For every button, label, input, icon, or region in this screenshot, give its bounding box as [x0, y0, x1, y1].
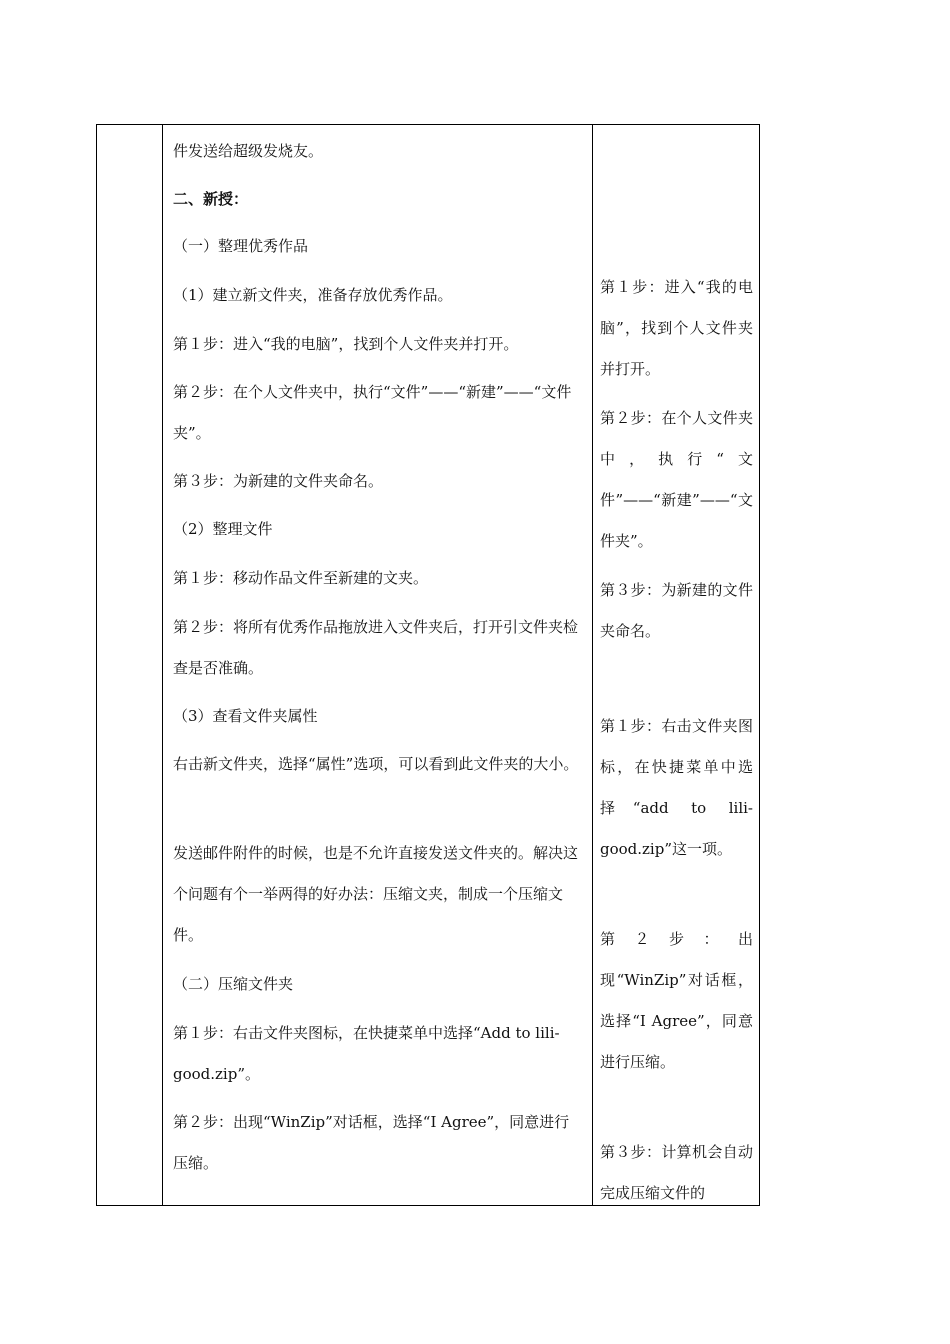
- paragraph: 件发送给超级发烧友。: [173, 142, 324, 160]
- step-paragraph: 第１步：进入“我的电脑”，找到个人文件夹并打开。: [173, 335, 519, 353]
- subsection-heading: （3）查看文件夹属性: [173, 707, 318, 725]
- paragraph: （1）建立新文件夹，准备存放优秀作品。: [173, 286, 453, 304]
- subsection-heading: （2）整理文件: [173, 520, 273, 538]
- left-empty-cell: [97, 125, 162, 1205]
- step-paragraph: 第２步：将所有优秀作品拖放进入文件夹后，打开引文件夹检查是否准确。: [173, 618, 579, 677]
- student-activity-cell: [593, 125, 759, 1205]
- step-paragraph: 第２步：出现“WinZip”对话框，选择“I Agree”，同意进行压缩。: [600, 930, 753, 1071]
- step-paragraph: 第１步：进入“我的电脑”，找到个人文件夹并打开。: [600, 278, 753, 378]
- subsection-heading: （二）压缩文件夹: [173, 975, 294, 993]
- paragraph: 右击新文件夹，选择“属性”选项，可以看到此文件夹的大小。: [173, 755, 579, 773]
- step-paragraph: 第１步：右击文件夹图标，在快捷菜单中选择“Add to lili-good.zip”。: [173, 1024, 560, 1083]
- step-paragraph: 第３步：计算机会自动完成压缩文件的: [600, 1143, 753, 1202]
- step-paragraph: 第３步：为新建的文件夹命名。: [173, 472, 384, 490]
- subsection-heading: （一）整理优秀作品: [173, 237, 309, 255]
- step-paragraph: 第３步：为新建的文件夹命名。: [600, 581, 753, 640]
- step-paragraph: 第２步：在个人文件夹中，执行“文件”——“新建”——“文件夹”。: [600, 409, 753, 550]
- teaching-content-cell: [163, 125, 592, 1205]
- paragraph: 发送邮件附件的时候，也是不允许直接发送文件夹的。解决这个问题有个一举两得的好办法：压缩文夹，制成一个压缩文件。: [173, 844, 579, 944]
- section-heading: 二、新授：: [173, 190, 249, 208]
- lesson-table: [96, 124, 760, 1206]
- step-paragraph: 第２步：出现“WinZip”对话框，选择“I Agree”，同意进行压缩。: [173, 1113, 570, 1172]
- step-paragraph: 第２步：在个人文件夹中，执行“文件”——“新建”——“文件夹”。: [173, 383, 572, 442]
- step-paragraph: 第１步：移动作品文件至新建的文夹。: [173, 569, 429, 587]
- step-paragraph: 第１步：右击文件夹图标，在快捷菜单中选择“add to lili-good.zip”这一项。: [600, 717, 753, 858]
